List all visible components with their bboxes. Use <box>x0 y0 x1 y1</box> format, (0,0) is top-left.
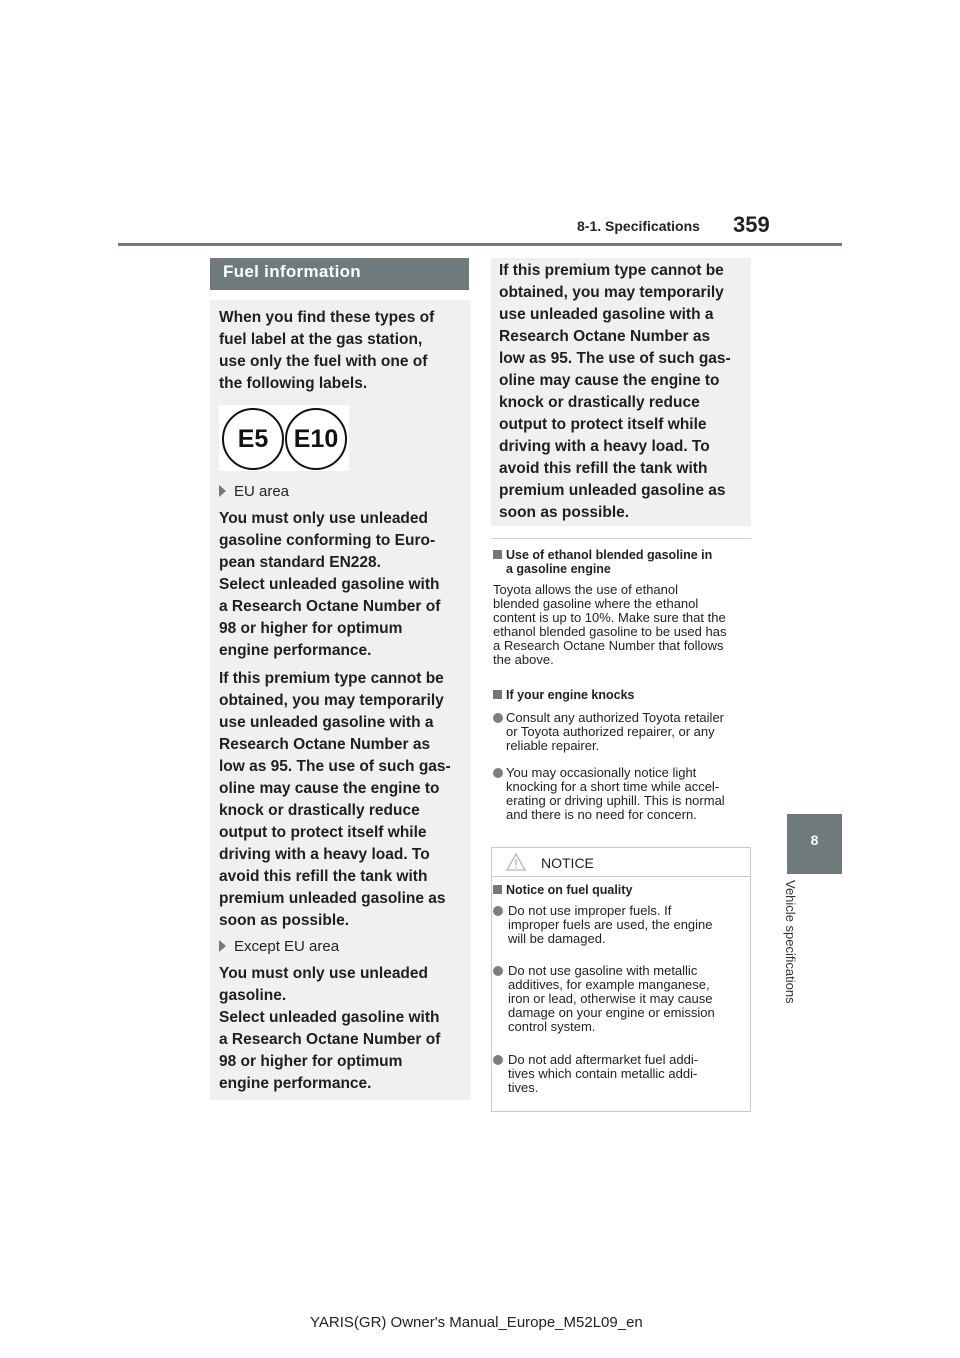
e5-label-icon <box>222 408 284 470</box>
text-line: Do not use gasoline with metallic <box>508 963 698 978</box>
square-bullet-icon <box>493 550 502 559</box>
text-line: knock or drastically reduce <box>499 394 700 411</box>
chapter-label-text: Vehicle specifications <box>783 880 798 1004</box>
section-title: 8-1. Specifications <box>577 218 700 234</box>
text-line: You may occasionally notice light <box>506 765 697 780</box>
divider <box>491 538 751 539</box>
text-line: When you find these types of <box>219 309 435 326</box>
text-line: the following labels. <box>219 375 368 392</box>
eu-area-text: EU area <box>234 483 290 500</box>
text-line: low as 95. The use of such gas- <box>219 758 451 775</box>
heading-text: Notice on fuel quality <box>506 883 633 897</box>
except-eu-area-text: Except EU area <box>234 938 340 955</box>
text-line: control system. <box>508 1019 596 1034</box>
text-line: use unleaded gasoline with a <box>499 306 714 323</box>
text-line: will be damaged. <box>508 931 606 946</box>
text-line: additives, for example manganese, <box>508 977 710 992</box>
eu-premium-text <box>219 668 451 932</box>
eu-text <box>219 508 440 662</box>
text-line: premium unleaded gasoline as <box>499 482 726 499</box>
square-bullet-icon <box>493 885 502 894</box>
text-line: oline may cause the engine to <box>219 780 440 797</box>
ethanol-heading <box>493 548 712 576</box>
text-line: a Research Octane Number of <box>219 598 441 615</box>
notice-label: NOTICE <box>541 855 594 871</box>
fuel-label-text: E10 <box>293 424 339 453</box>
heading-text: If your engine knocks <box>506 688 635 702</box>
text-line: Do not add aftermarket fuel addi- <box>508 1052 699 1067</box>
text-line: ethanol blended gasoline to be used has <box>493 624 727 639</box>
text-line: knocking for a short time while accel- <box>506 779 720 794</box>
intro-text <box>219 307 434 395</box>
notice-item <box>493 964 743 1034</box>
bullet-dot-icon <box>493 966 503 976</box>
header-rule <box>118 243 842 246</box>
text-line: soon as possible. <box>499 504 630 521</box>
text-line: premium unleaded gasoline as <box>219 890 446 907</box>
fuel-information-heading <box>210 258 469 290</box>
knocks-item <box>493 766 755 822</box>
pointer-icon <box>219 485 226 497</box>
text-line: Select unleaded gasoline with <box>219 1009 440 1026</box>
text-line: oline may cause the engine to <box>499 372 720 389</box>
text-line: avoid this refill the tank with <box>499 460 708 477</box>
text-line: driving with a heavy load. To <box>499 438 710 455</box>
text-line: gasoline conforming to Euro- <box>219 532 436 549</box>
text-line: content is up to 10%. Make sure that the <box>493 610 726 625</box>
text-line: use only the fuel with one of <box>219 353 428 370</box>
text-line: 98 or higher for optimum <box>219 620 403 637</box>
notice-item <box>493 904 743 946</box>
footer-text: YARIS(GR) Owner's Manual_Europe_M52L09_en <box>310 1314 643 1331</box>
text-line: Do not use improper fuels. If <box>508 903 672 918</box>
text-line: fuel label at the gas station, <box>219 331 423 348</box>
warning-triangle-icon <box>506 853 526 871</box>
text-line: avoid this refill the tank with <box>219 868 428 885</box>
knocks-item <box>493 711 755 753</box>
text-line: knock or drastically reduce <box>219 802 420 819</box>
text-line: If this premium type cannot be <box>219 670 444 687</box>
text-line: Select unleaded gasoline with <box>219 576 440 593</box>
text-line: output to protect itself while <box>499 416 707 433</box>
knocks-heading <box>493 688 635 702</box>
heading-text: Fuel information <box>223 262 361 281</box>
text-line: Consult any authorized Toyota retailer <box>506 710 724 725</box>
bullet-dot-icon <box>493 1055 503 1065</box>
ethanol-text <box>493 583 726 667</box>
text-line: Research Octane Number as <box>219 736 431 753</box>
bullet-dot-icon <box>493 768 503 778</box>
bullet-dot-icon <box>493 713 503 723</box>
fuel-label-text: E5 <box>237 424 269 453</box>
pointer-icon <box>219 940 226 952</box>
text-line: 98 or higher for optimum <box>219 1053 403 1070</box>
text-line: soon as possible. <box>219 912 350 929</box>
text-line: reliable repairer. <box>506 738 600 753</box>
text-line: and there is no need for concern. <box>506 807 697 822</box>
text-line: pean standard EN228. <box>219 554 381 571</box>
text-line: erating or driving uphill. This is normal <box>506 793 725 808</box>
notice-item <box>493 1053 743 1095</box>
premium-continued-text <box>499 260 731 524</box>
heading-line <box>493 548 712 562</box>
text-line: iron or lead, otherwise it may cause <box>508 991 713 1006</box>
notice-heading <box>493 883 632 897</box>
text-line: gasoline. <box>219 987 287 1004</box>
chapter-label <box>784 880 804 1040</box>
text-line: You must only use unleaded <box>219 965 428 982</box>
text-line: engine performance. <box>219 642 372 659</box>
text-line: low as 95. The use of such gas- <box>499 350 731 367</box>
bullet-dot-icon <box>493 906 503 916</box>
text-line: damage on your engine or emission <box>508 1005 715 1020</box>
notice-header-rule <box>491 876 751 877</box>
text-line: the above. <box>493 652 554 667</box>
except-eu-text <box>219 963 440 1095</box>
text-line: engine performance. <box>219 1075 372 1092</box>
heading-text: Use of ethanol blended gasoline in <box>506 548 713 562</box>
text-line: obtained, you may temporarily <box>499 284 724 301</box>
text-line: obtained, you may temporarily <box>219 692 444 709</box>
e10-label-icon <box>285 408 347 470</box>
except-eu-area-label <box>219 937 339 957</box>
text-line: output to protect itself while <box>219 824 427 841</box>
text-line: use unleaded gasoline with a <box>219 714 434 731</box>
text-line: or Toyota authorized repairer, or any <box>506 724 715 739</box>
text-line: Research Octane Number as <box>499 328 711 345</box>
eu-area-label <box>219 482 289 502</box>
text-line: tives. <box>508 1080 539 1095</box>
text-line: blended gasoline where the ethanol <box>493 596 699 611</box>
text-line: driving with a heavy load. To <box>219 846 430 863</box>
text-line: If this premium type cannot be <box>499 262 724 279</box>
chapter-number: 8 <box>810 832 819 848</box>
text-line: a Research Octane Number that follows <box>493 638 724 653</box>
text-line: You must only use unleaded <box>219 510 428 527</box>
text-line: tives which contain metallic addi- <box>508 1066 698 1081</box>
square-bullet-icon <box>493 690 502 699</box>
text-line: Toyota allows the use of ethanol <box>493 582 679 597</box>
text-line: a Research Octane Number of <box>219 1031 441 1048</box>
heading-line: a gasoline engine <box>506 562 611 576</box>
page-number: 359 <box>733 212 770 237</box>
text-line: improper fuels are used, the engine <box>508 917 713 932</box>
fuel-label-image <box>219 405 349 471</box>
